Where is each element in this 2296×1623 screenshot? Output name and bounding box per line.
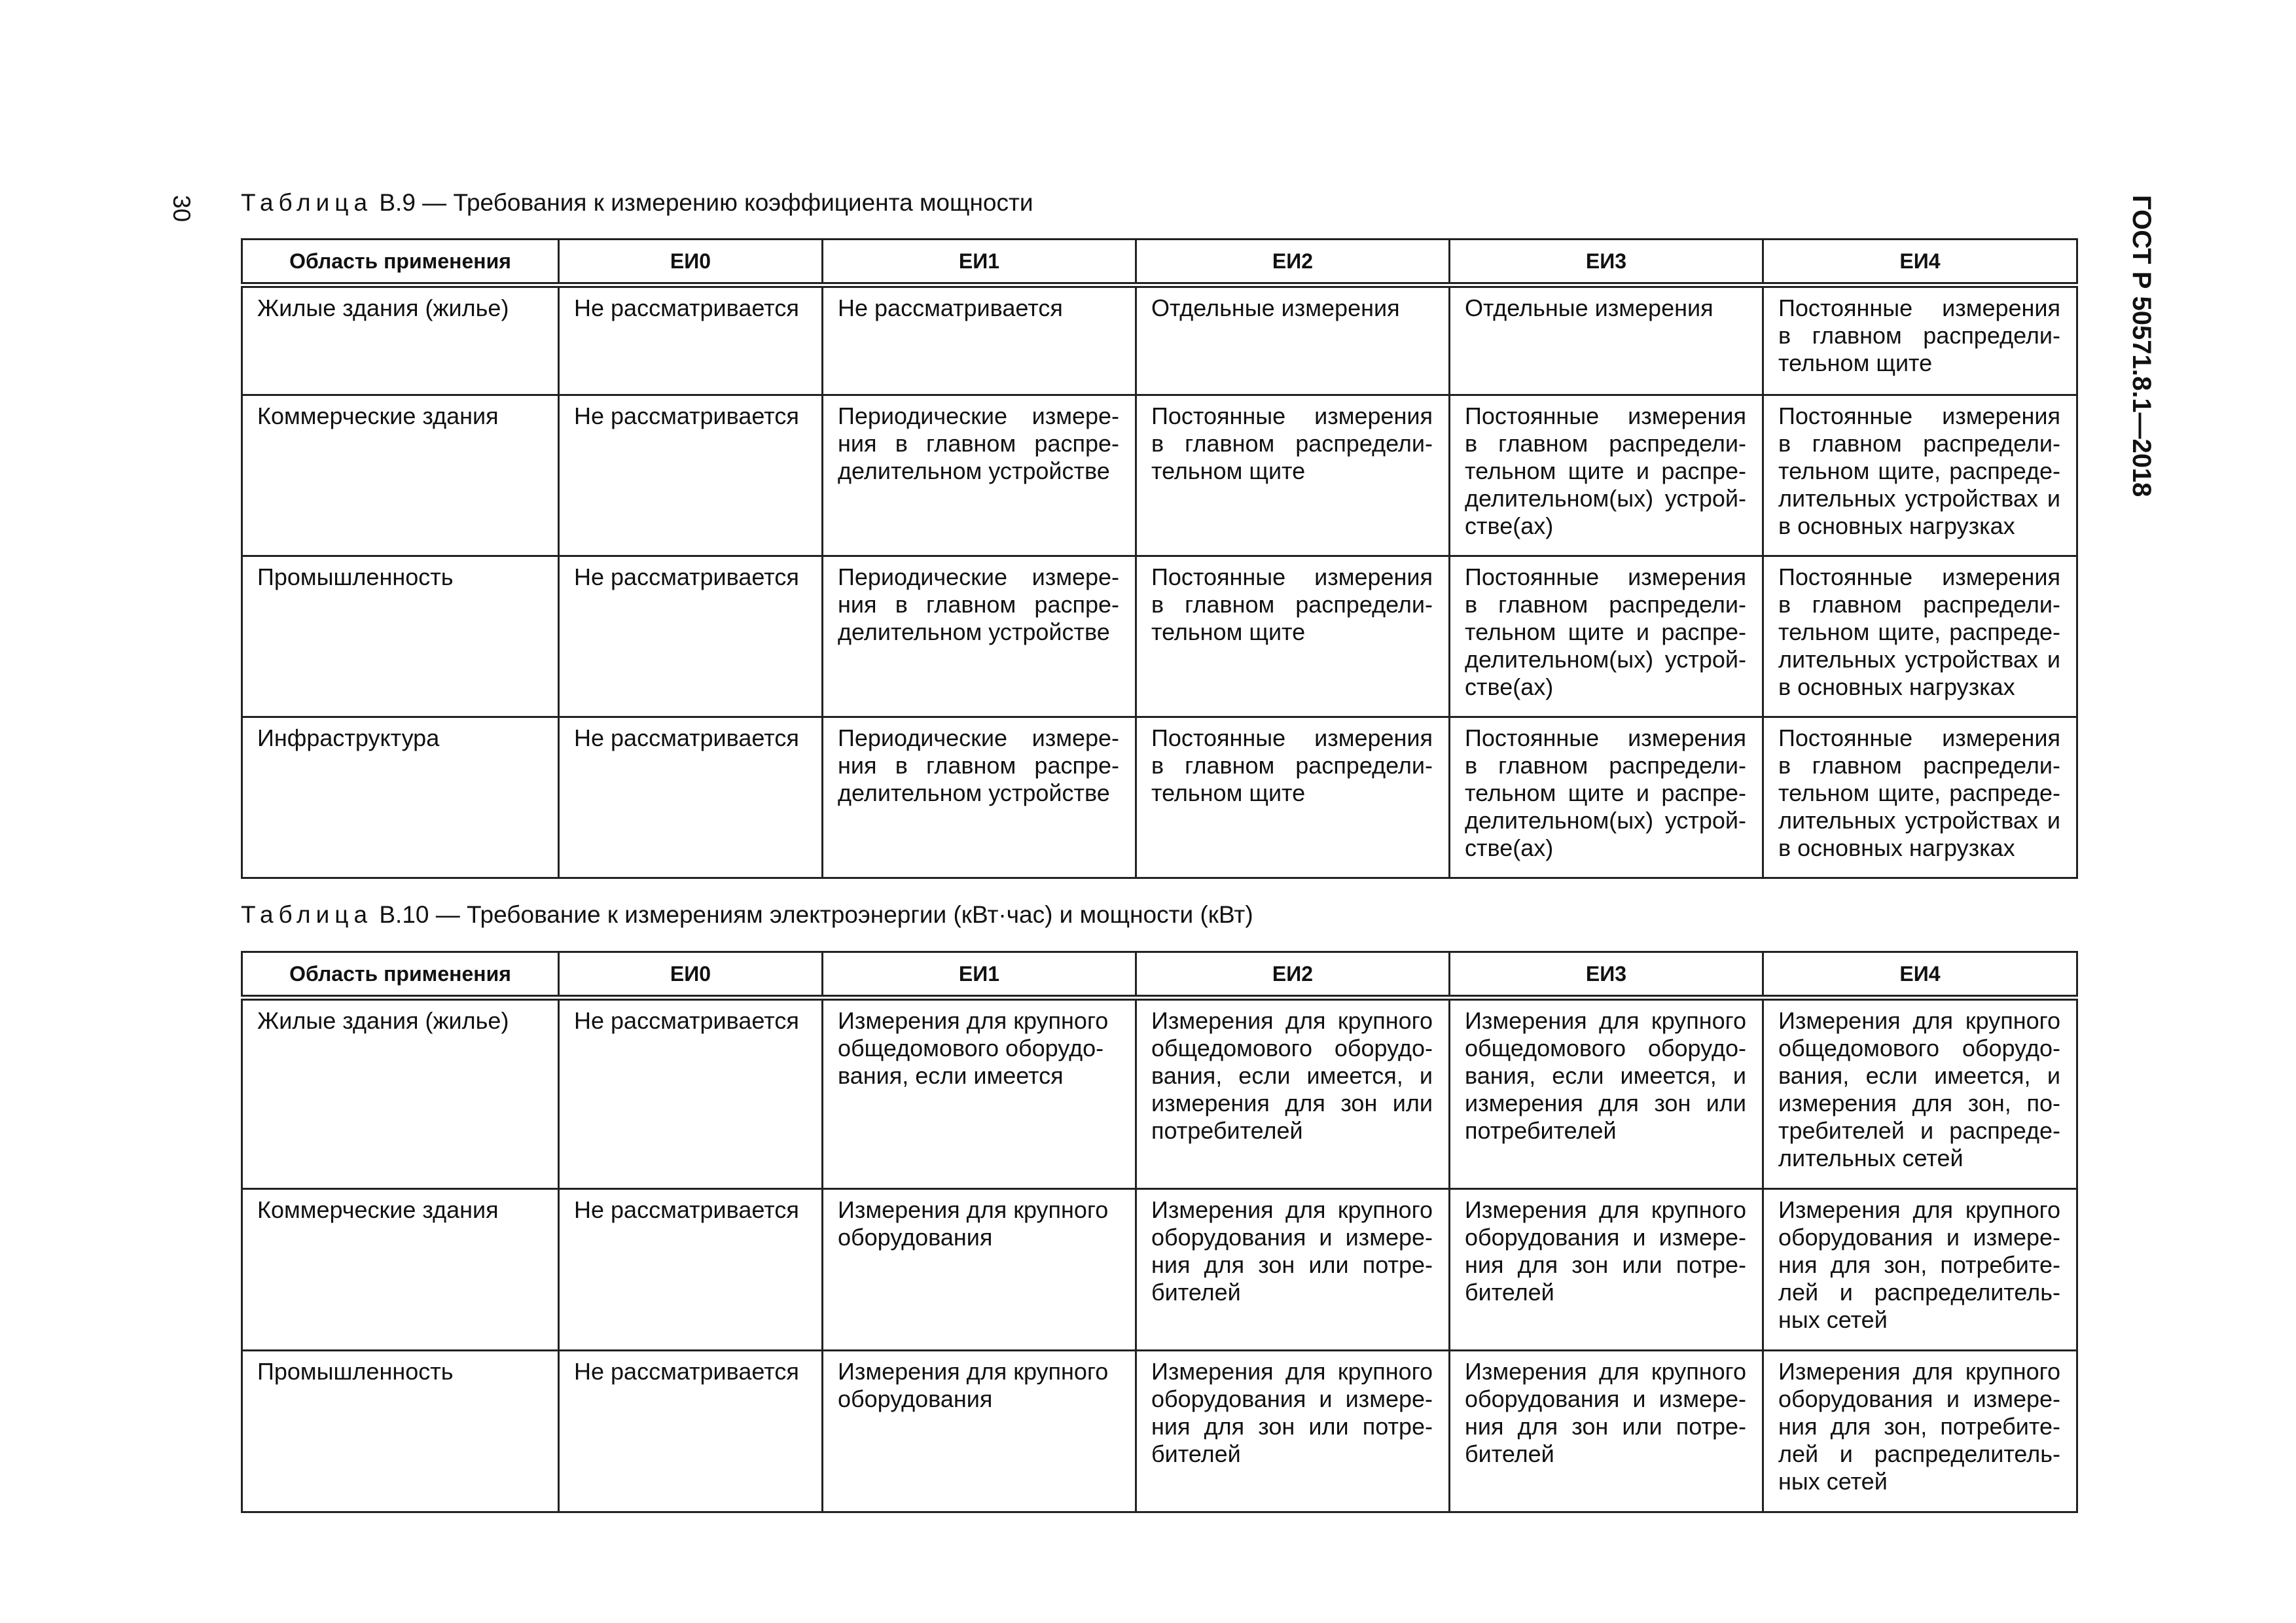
cell-line: в главном распредели- — [1151, 752, 1433, 779]
cell-line: тельном щите — [1151, 618, 1306, 645]
cell-line: лей и распределитель- — [1778, 1440, 2060, 1467]
cell-line: в главном распредели- — [1151, 430, 1433, 457]
cell-line: в основных нагрузках — [1778, 834, 2015, 861]
caption-prefix: Таблица — [241, 189, 373, 216]
cell-line: в основных нагрузках — [1778, 512, 2015, 539]
table-row — [242, 556, 2077, 717]
cell-line: требителей и распреде- — [1778, 1117, 2060, 1144]
table-b10 — [241, 951, 2078, 1513]
cell-line: Измерения для крупного — [1465, 1196, 1746, 1223]
cell-line: Постоянные измерения — [1778, 724, 2060, 751]
ei4-cell — [1763, 998, 2077, 1189]
cell-line: оборудования — [838, 1385, 993, 1412]
cell-line: ния для зон или потре- — [1151, 1251, 1433, 1278]
cell-line: Измерения для крупного — [1778, 1007, 2060, 1034]
header-cell: ЕИ3 — [1450, 952, 1763, 998]
cell-line: лей и распределитель- — [1778, 1279, 2060, 1306]
cell-line: тельном щите и распре- — [1465, 457, 1746, 484]
header-cell: ЕИ0 — [559, 240, 823, 285]
ei3-cell: Отдельные измерения — [1450, 285, 1763, 395]
cell-line: общедомового оборудо- — [1778, 1035, 2060, 1061]
table-row — [242, 285, 2077, 395]
cell-line: оборудования — [838, 1224, 993, 1251]
cell-line: Постоянные измерения — [1778, 294, 2060, 321]
ei3-cell — [1450, 556, 1763, 717]
cell-line: общедомового оборудо- — [1465, 1035, 1746, 1061]
cell-line: бителей — [1465, 1279, 1554, 1306]
cell-line: оборудования и измере- — [1151, 1385, 1433, 1412]
cell-line: делительном(ых) устрой- — [1465, 485, 1746, 512]
table-row — [242, 717, 2077, 878]
area-cell: Коммерческие здания — [242, 1189, 559, 1351]
area-cell: Жилые здания (жилье) — [242, 998, 559, 1189]
cell-line: вания, если имеется, и — [1778, 1062, 2060, 1089]
cell-line: Постоянные измерения — [1151, 563, 1433, 590]
header-cell: ЕИ3 — [1450, 240, 1763, 285]
cell-line: бителей — [1151, 1279, 1241, 1306]
cell-line: Измерения для крупного — [838, 1007, 1109, 1034]
header-cell: ЕИ1 — [823, 952, 1136, 998]
header-cell: ЕИ2 — [1136, 952, 1450, 998]
cell-line: делительном устройстве — [838, 457, 1110, 484]
table-b9 — [241, 238, 2078, 879]
ei4-cell — [1763, 285, 2077, 395]
cell-line: Периодические измере- — [838, 402, 1119, 429]
cell-line: лительных устройствах и — [1778, 807, 2060, 834]
cell-line: в главном распредели- — [1465, 752, 1746, 779]
caption-text: B.10 — Требование к измерениям электроэнергии (кВт·час) и мощности (кВт) — [379, 901, 1253, 928]
ei4-cell — [1763, 395, 2077, 556]
cell-line: измерения для зон, по- — [1778, 1090, 2060, 1116]
ei3-cell — [1450, 1189, 1763, 1351]
ei0-cell: Не рассматривается — [559, 717, 823, 878]
cell-line: ния для зон или потре- — [1465, 1251, 1746, 1278]
cell-line: Постоянные измерения — [1151, 402, 1433, 429]
cell-line: в главном распредели- — [1151, 591, 1433, 618]
cell-line: тельном щите и распре- — [1465, 779, 1746, 806]
header-cell: ЕИ2 — [1136, 240, 1450, 285]
cell-line: в главном распредели- — [1778, 752, 2060, 779]
table-row — [242, 1189, 2077, 1351]
cell-line: Постоянные измерения — [1465, 402, 1746, 429]
table-b10-caption — [241, 901, 1253, 929]
cell-line: ния в главном распре- — [838, 430, 1119, 457]
table-row — [242, 998, 2077, 1189]
cell-line: Постоянные измерения — [1465, 724, 1746, 751]
ei3-cell — [1450, 717, 1763, 878]
cell-line: бителей — [1151, 1440, 1241, 1467]
page-number: 30 — [168, 195, 195, 223]
cell-line: оборудования и измере- — [1465, 1224, 1746, 1251]
cell-line: потребителей — [1465, 1117, 1617, 1144]
cell-line: ния в главном распре- — [838, 752, 1119, 779]
cell-line: Измерения для крупного — [1778, 1196, 2060, 1223]
cell-line: стве(ах) — [1465, 512, 1554, 539]
header-cell: Область применения — [242, 952, 559, 998]
cell-line: лительных устройствах и — [1778, 646, 2060, 673]
area-cell: Инфраструктура — [242, 717, 559, 878]
cell-line: тельном щите — [1151, 779, 1306, 806]
cell-line: оборудования и измере- — [1151, 1224, 1433, 1251]
cell-line: в главном распредели- — [1778, 591, 2060, 618]
document-code: ГОСТ Р 50571.8.1—2018 — [2127, 195, 2156, 497]
ei1-cell — [823, 1189, 1136, 1351]
area-cell: Жилые здания (жилье) — [242, 285, 559, 395]
cell-line: Постоянные измерения — [1778, 402, 2060, 429]
header-cell: ЕИ4 — [1763, 952, 2077, 998]
area-cell: Промышленность — [242, 1351, 559, 1512]
cell-line: Измерения для крупного — [838, 1358, 1109, 1385]
caption-prefix: Таблица — [241, 901, 373, 928]
ei4-cell — [1763, 556, 2077, 717]
cell-line: Постоянные измерения — [1151, 724, 1433, 751]
cell-line: Измерения для крупного — [1465, 1358, 1746, 1385]
cell-line: измерения для зон или — [1465, 1090, 1746, 1116]
cell-line: вания, если имеется, и — [1151, 1062, 1433, 1089]
cell-line: Измерения для крупного — [1151, 1007, 1433, 1034]
cell-line: ния для зон, потребите- — [1778, 1251, 2060, 1278]
ei2-cell — [1136, 717, 1450, 878]
cell-line: Измерения для крупного — [1465, 1007, 1746, 1034]
ei4-cell — [1763, 1189, 2077, 1351]
ei0-cell: Не рассматривается — [559, 395, 823, 556]
ei0-cell: Не рассматривается — [559, 998, 823, 1189]
ei1-cell — [823, 1351, 1136, 1512]
cell-line: ния в главном распре- — [838, 591, 1119, 618]
ei3-cell — [1450, 998, 1763, 1189]
cell-line: делительном устройстве — [838, 779, 1110, 806]
cell-line: потребителей — [1151, 1117, 1303, 1144]
cell-line: Периодические измере- — [838, 724, 1119, 751]
cell-line: вания, если имеется, и — [1465, 1062, 1746, 1089]
ei1-cell — [823, 998, 1136, 1189]
ei2-cell — [1136, 556, 1450, 717]
cell-line: тельном щите — [1778, 349, 1933, 376]
ei0-cell: Не рассматривается — [559, 285, 823, 395]
header-cell: ЕИ1 — [823, 240, 1136, 285]
cell-line: Постоянные измерения — [1465, 563, 1746, 590]
table-header-row — [242, 952, 2077, 998]
ei2-cell — [1136, 1351, 1450, 1512]
cell-line: оборудования и измере- — [1778, 1385, 2060, 1412]
area-cell: Коммерческие здания — [242, 395, 559, 556]
caption-text: B.9 — Требования к измерению коэффициента мощности — [379, 189, 1033, 216]
cell-line: Постоянные измерения — [1778, 563, 2060, 590]
cell-line: Периодические измере- — [838, 563, 1119, 590]
cell-line: Измерения для крупного — [1151, 1358, 1433, 1385]
cell-line: тельном щите, распреде- — [1778, 457, 2060, 484]
ei4-cell — [1763, 717, 2077, 878]
ei0-cell: Не рассматривается — [559, 1189, 823, 1351]
ei0-cell: Не рассматривается — [559, 556, 823, 717]
area-cell: Промышленность — [242, 556, 559, 717]
ei2-cell — [1136, 998, 1450, 1189]
cell-line: в основных нагрузках — [1778, 673, 2015, 700]
cell-line: лительных сетей — [1778, 1145, 1964, 1171]
ei2-cell: Отдельные измерения — [1136, 285, 1450, 395]
cell-line: ных сетей — [1778, 1468, 1888, 1495]
cell-line: в главном распредели- — [1778, 322, 2060, 349]
cell-line: оборудования и измере- — [1465, 1385, 1746, 1412]
cell-line: стве(ах) — [1465, 834, 1554, 861]
table-row — [242, 395, 2077, 556]
ei3-cell — [1450, 1351, 1763, 1512]
cell-line: общедомового оборудо- — [838, 1035, 1104, 1061]
cell-line: в главном распредели- — [1778, 430, 2060, 457]
cell-line: оборудования и измере- — [1778, 1224, 2060, 1251]
header-cell: ЕИ4 — [1763, 240, 2077, 285]
cell-line: Измерения для крупного — [1778, 1358, 2060, 1385]
cell-line: ния для зон, потребите- — [1778, 1413, 2060, 1440]
ei1-cell: Не рассматривается — [823, 285, 1136, 395]
cell-line: тельном щите — [1151, 457, 1306, 484]
ei3-cell — [1450, 395, 1763, 556]
cell-line: ния для зон или потре- — [1465, 1413, 1746, 1440]
header-cell: Область применения — [242, 240, 559, 285]
cell-line: ных сетей — [1778, 1306, 1888, 1333]
cell-line: измерения для зон или — [1151, 1090, 1433, 1116]
header-cell: ЕИ0 — [559, 952, 823, 998]
cell-line: тельном щите, распреде- — [1778, 779, 2060, 806]
cell-line: вания, если имеется — [838, 1062, 1064, 1089]
ei2-cell — [1136, 395, 1450, 556]
cell-line: тельном щите, распреде- — [1778, 618, 2060, 645]
table-b9-caption — [241, 189, 1033, 217]
cell-line: стве(ах) — [1465, 673, 1554, 700]
cell-line: бителей — [1465, 1440, 1554, 1467]
cell-line: тельном щите и распре- — [1465, 618, 1746, 645]
cell-line: ния для зон или потре- — [1151, 1413, 1433, 1440]
cell-line: в главном распредели- — [1465, 430, 1746, 457]
cell-line: делительном(ых) устрой- — [1465, 646, 1746, 673]
cell-line: лительных устройствах и — [1778, 485, 2060, 512]
cell-line: делительном(ых) устрой- — [1465, 807, 1746, 834]
ei4-cell — [1763, 1351, 2077, 1512]
table-row — [242, 1351, 2077, 1512]
ei0-cell: Не рассматривается — [559, 1351, 823, 1512]
cell-line: в главном распредели- — [1465, 591, 1746, 618]
ei1-cell — [823, 717, 1136, 878]
cell-line: делительном устройстве — [838, 618, 1110, 645]
cell-line: Измерения для крупного — [838, 1196, 1109, 1223]
ei1-cell — [823, 395, 1136, 556]
table-header-row — [242, 240, 2077, 285]
ei2-cell — [1136, 1189, 1450, 1351]
ei1-cell — [823, 556, 1136, 717]
cell-line: общедомового оборудо- — [1151, 1035, 1433, 1061]
cell-line: Измерения для крупного — [1151, 1196, 1433, 1223]
